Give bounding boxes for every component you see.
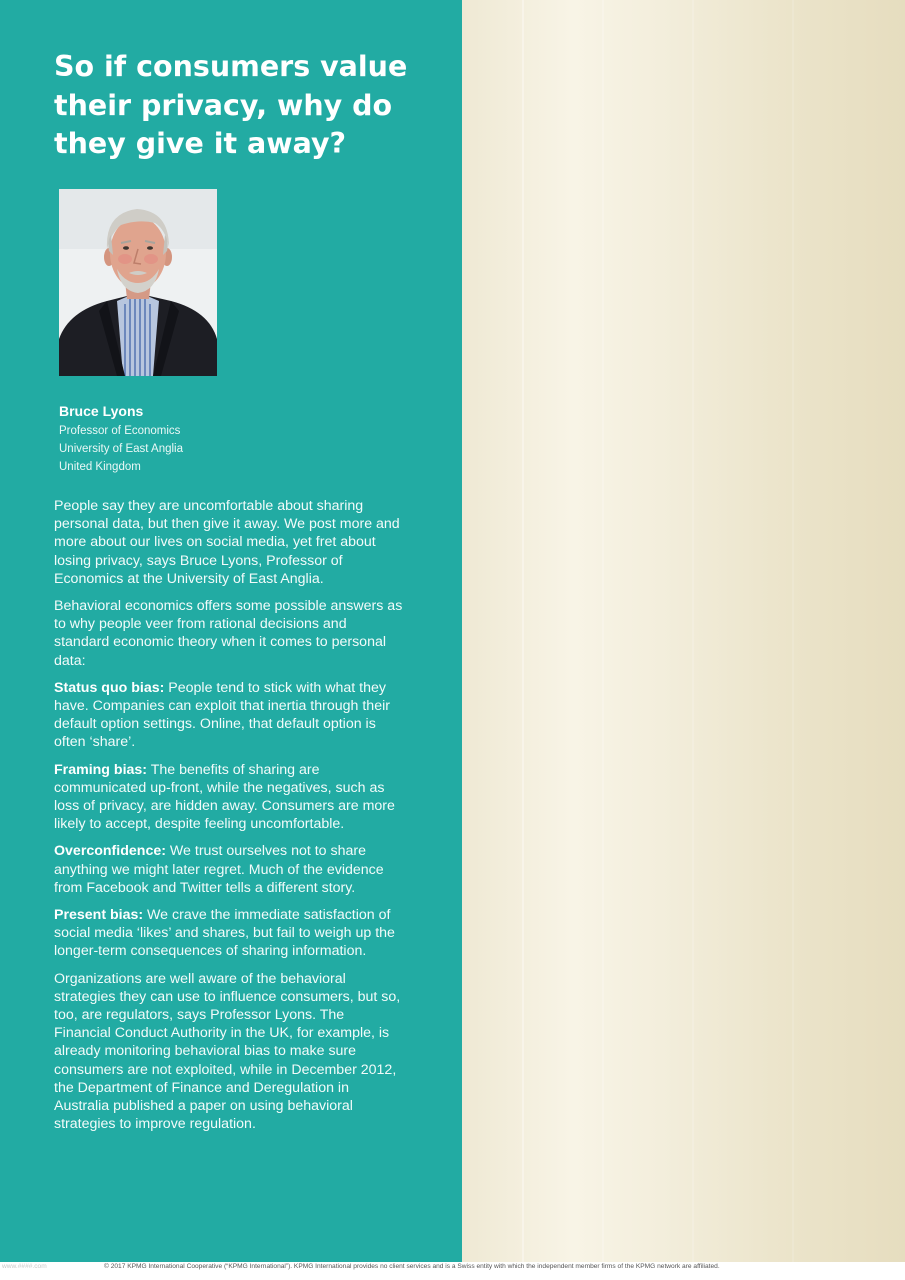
framing-bias-paragraph (54, 761, 404, 834)
author-country: United Kingdom (59, 461, 141, 473)
overconfidence-label: Overconfidence: (54, 843, 166, 860)
author-title: Professor of Economics (59, 425, 181, 437)
portrait-illustration (59, 189, 217, 376)
author-institution: University of East Anglia (59, 443, 184, 455)
overconfidence-text: We trust ourselves not to share anything we might later regret. Much of the evidence from Facebook and Twitter tells a different story. (54, 843, 384, 896)
intro-paragraph: People say they are uncomfortable about sharing personal data, but then give it away. We post more and more about our lives on social media, yet fret about losing privacy, says Bruce Lyons, Professor of Economics at the University of East Anglia. (54, 498, 400, 587)
present-bias-text: We crave the immediate satisfaction of social media ‘likes’ and shares, but fail to weigh up the longer-term consequences of sharing information. (54, 907, 395, 960)
framing-bias-text: The benefits of sharing are communicated up-front, while the negatives, such as loss of privacy, are hidden away. Consumers are more likely to accept, despite feeling uncomfortable. (54, 761, 395, 833)
overconfidence-paragraph (54, 842, 404, 897)
page-footer (0, 1262, 905, 1280)
author-name: Bruce Lyons (59, 403, 144, 419)
portrait-photo (59, 189, 217, 376)
context-paragraph: Behavioral economics offers some possible answers as to why people veer from rational decisions and standard economic theory when it comes to personal data: (54, 598, 403, 669)
status-quo-bias-label: Status quo bias: (54, 679, 165, 696)
wood-grain (792, 0, 794, 1262)
wood-grain (692, 0, 694, 1262)
status-quo-bias-text: People tend to stick with what they have. Companies can exploit that inertia through their default option settings. Online, that default option is often ‘share’. (54, 679, 390, 751)
footer-watermark: www.####.com (2, 1263, 47, 1270)
wood-grain (522, 0, 524, 1262)
article-body (54, 497, 404, 1143)
wood-texture-panel (462, 0, 905, 1262)
footer-copyright: © 2017 KPMG International Cooperative (“KPMG International”). KPMG International provides no client services and is a Swiss entity with which the independent member firms of the KPMG network are affiliated. (104, 1263, 720, 1270)
title-line-2: their privacy, why do (54, 88, 393, 122)
present-bias-label: Present bias: (54, 907, 144, 924)
author-bio (59, 402, 419, 476)
title-line-3: they give it away? (54, 127, 347, 160)
page-title (54, 48, 434, 164)
title-line-1: So if consumers value (54, 50, 408, 83)
wood-grain (602, 0, 604, 1262)
status-quo-bias-paragraph (54, 679, 404, 752)
closing-paragraph: Organizations are well aware of the behavioral strategies they can use to influence consumers, but so, too, are regulators, says Professor Lyons. The Financial Conduct Authority in the UK, for example, is already monitoring behavioral bias to make sure consumers are not exploited, while in December 2012, the Department of Finance and Deregulation in Australia published a paper on using behavioral strategies to improve regulation. (54, 970, 401, 1133)
framing-bias-label: Framing bias: (54, 761, 148, 778)
present-bias-paragraph (54, 906, 404, 961)
